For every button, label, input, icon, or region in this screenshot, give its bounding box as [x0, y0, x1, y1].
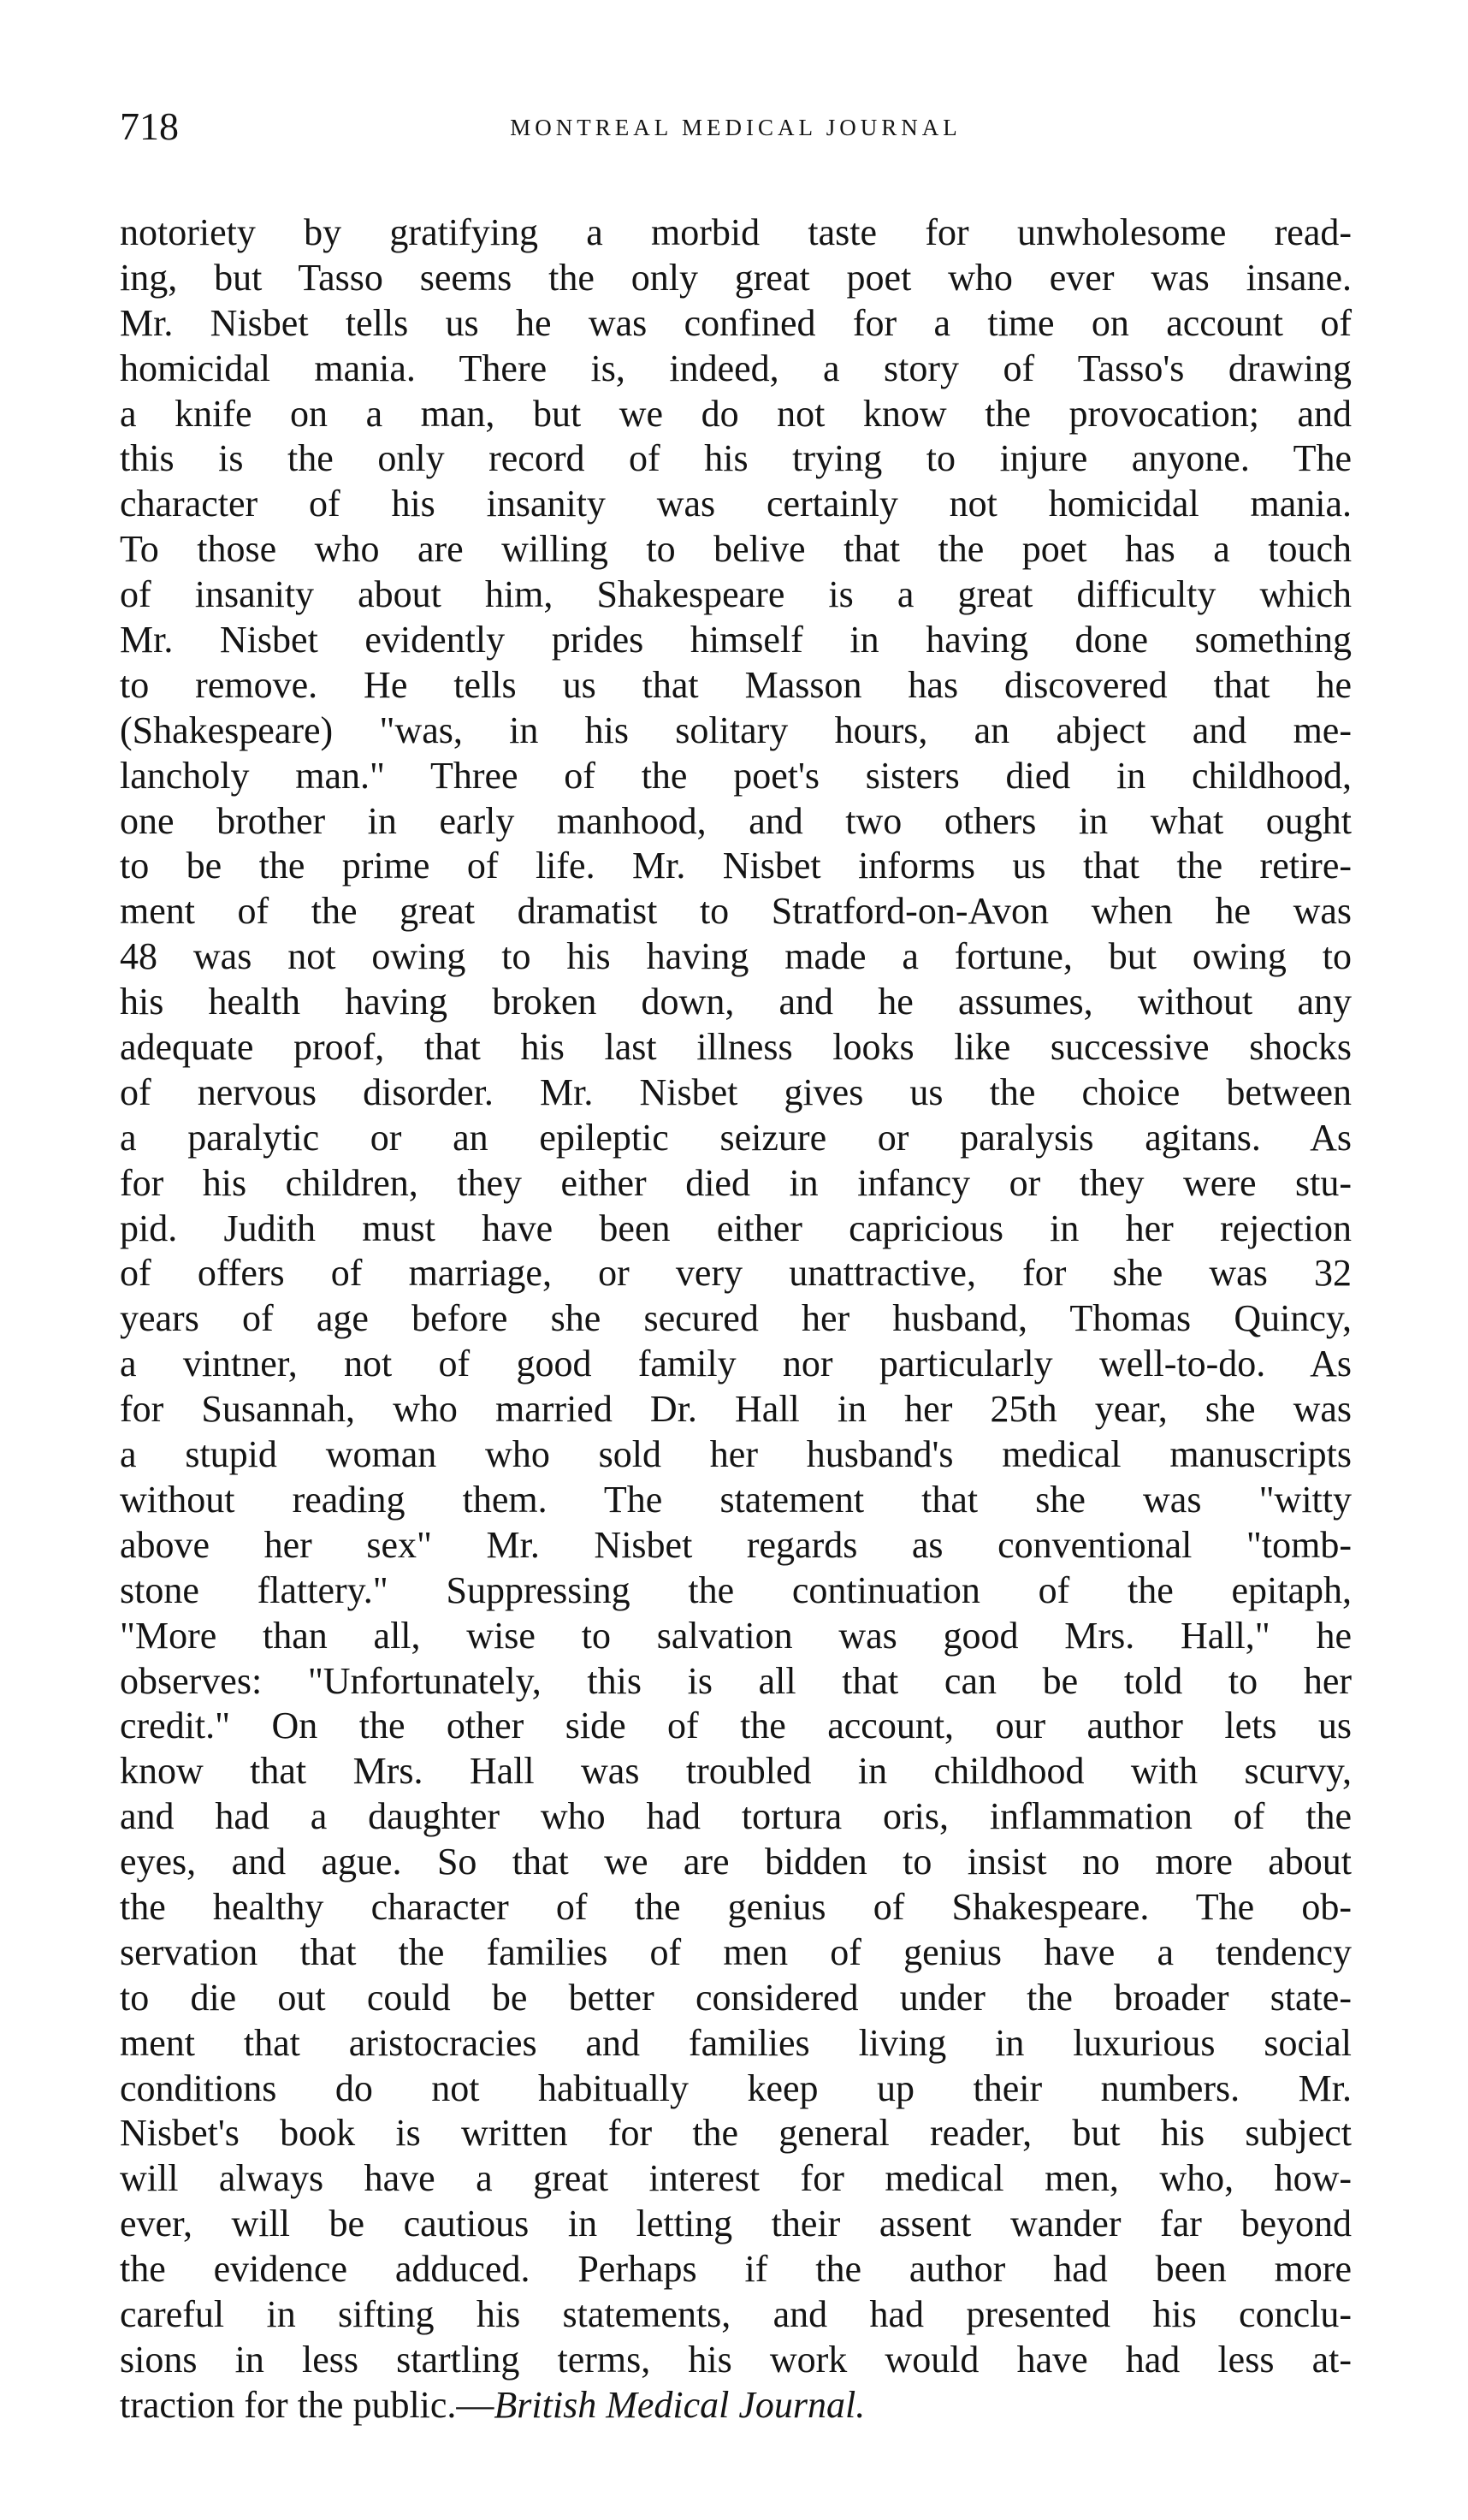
- text-line: of insanity about him, Shakespeare is a great difficulty which: [120, 573, 1352, 616]
- running-head: MONTREAL MEDICAL JOURNAL: [510, 115, 962, 140]
- text-line: "More than all, wise to salvation was good Mrs. Hall," he: [120, 1614, 1352, 1657]
- text-line: of offers of marriage, or very unattractive, for she was 32: [120, 1252, 1352, 1295]
- text-line: of nervous disorder. Mr. Nisbet gives us the choice between: [120, 1070, 1352, 1113]
- text-line: years of age before she secured her husband, Thomas Quincy,: [120, 1297, 1352, 1340]
- text-line: 48 was not owing to his having made a fortune, but owing to: [120, 935, 1352, 978]
- text-line: ing, but Tasso seems the only great poet who ever was insane.: [120, 256, 1352, 299]
- text-line: Mr. Nisbet tells us he was confined for a time on account of: [120, 301, 1352, 344]
- text-line: servation that the families of men of genius have a tendency: [120, 1930, 1352, 1973]
- text-line: Nisbet's book is written for the general reader, but his subject: [120, 2112, 1352, 2155]
- text-line: know that Mrs. Hall was troubled in childhood with scurvy,: [120, 1750, 1352, 1793]
- text-line: conditions do not habitually keep up their numbers. Mr.: [120, 2066, 1352, 2109]
- article-text: [120, 210, 1352, 2428]
- text-line: stone flattery." Suppressing the continuation of the epitaph,: [120, 1568, 1352, 1611]
- text-line: to die out could be better considered under the broader state-: [120, 1976, 1352, 2019]
- text-line: character of his insanity was certainly not homicidal mania.: [120, 483, 1352, 525]
- text-line: and had a daughter who had tortura oris, inflammation of the: [120, 1795, 1352, 1838]
- page-header: [120, 101, 1352, 152]
- text-line: credit." On the other side of the account, our author lets us: [120, 1705, 1352, 1747]
- text-line: sions in less startling terms, his work would have had less at-: [120, 2338, 1352, 2381]
- text-line: a stupid woman who sold her husband's medical manuscripts: [120, 1433, 1352, 1476]
- text-line: Mr. Nisbet evidently prides himself in having done something: [120, 619, 1352, 661]
- text-line: notoriety by gratifying a morbid taste for unwholesome read-: [120, 211, 1352, 253]
- final-line: [120, 2383, 1352, 2428]
- source-citation: British Medical Journal.: [494, 2383, 866, 2426]
- text-line: careful in sifting his statements, and had presented his conclu-: [120, 2292, 1352, 2335]
- text-line: eyes, and ague. So that we are bidden to insist no more about: [120, 1841, 1352, 1883]
- text-line: (Shakespeare) "was, in his solitary hours, an abject and me-: [120, 709, 1352, 751]
- text-line: lancholy man." Three of the poet's sisters died in childhood,: [120, 754, 1352, 797]
- text-line: to remove. He tells us that Masson has discovered that he: [120, 663, 1352, 706]
- text-line: the healthy character of the genius of Shakespeare. The ob-: [120, 1885, 1352, 1928]
- text-line: To those who are willing to belive that the poet has a touch: [120, 528, 1352, 571]
- text-line: for Susannah, who married Dr. Hall in her 25th year, she was: [120, 1388, 1352, 1431]
- text-line: for his children, they either died in infancy or they were stu-: [120, 1161, 1352, 1204]
- final-line-text: traction for the public.—: [120, 2383, 494, 2426]
- text-line: ever, will be cautious in letting their assent wander far beyond: [120, 2203, 1352, 2245]
- text-line: observes: "Unfortunately, this is all that can be told to her: [120, 1659, 1352, 1702]
- text-line: above her sex" Mr. Nisbet regards as conventional "tomb-: [120, 1523, 1352, 1566]
- text-line: his health having broken down, and he assumes, without any: [120, 981, 1352, 1023]
- text-line: pid. Judith must have been either capricious in her rejection: [120, 1207, 1352, 1249]
- text-line: homicidal mania. There is, indeed, a story of Tasso's drawing: [120, 347, 1352, 389]
- text-line: a knife on a man, but we do not know the provocation; and: [120, 392, 1352, 435]
- text-line: one brother in early manhood, and two others in what ought: [120, 799, 1352, 842]
- text-line: a paralytic or an epileptic seizure or paralysis agitans. As: [120, 1116, 1352, 1159]
- page-number: 718: [120, 104, 179, 148]
- text-line: a vintner, not of good family nor particularly well-to-do. As: [120, 1343, 1352, 1385]
- text-line: the evidence adduced. Perhaps if the author had been more: [120, 2248, 1352, 2291]
- text-line: to be the prime of life. Mr. Nisbet informs us that the retire-: [120, 845, 1352, 887]
- text-line: ment of the great dramatist to Stratford-on-Avon when he was: [120, 890, 1352, 933]
- text-line: will always have a great interest for medical men, who, how-: [120, 2157, 1352, 2200]
- text-line: adequate proof, that his last illness looks like successive shocks: [120, 1026, 1352, 1069]
- text-line: without reading them. The statement that she was "witty: [120, 1478, 1352, 1521]
- text-line: this is the only record of his trying to injure anyone. The: [120, 437, 1352, 480]
- text-line: ment that aristocracies and families living in luxurious social: [120, 2021, 1352, 2064]
